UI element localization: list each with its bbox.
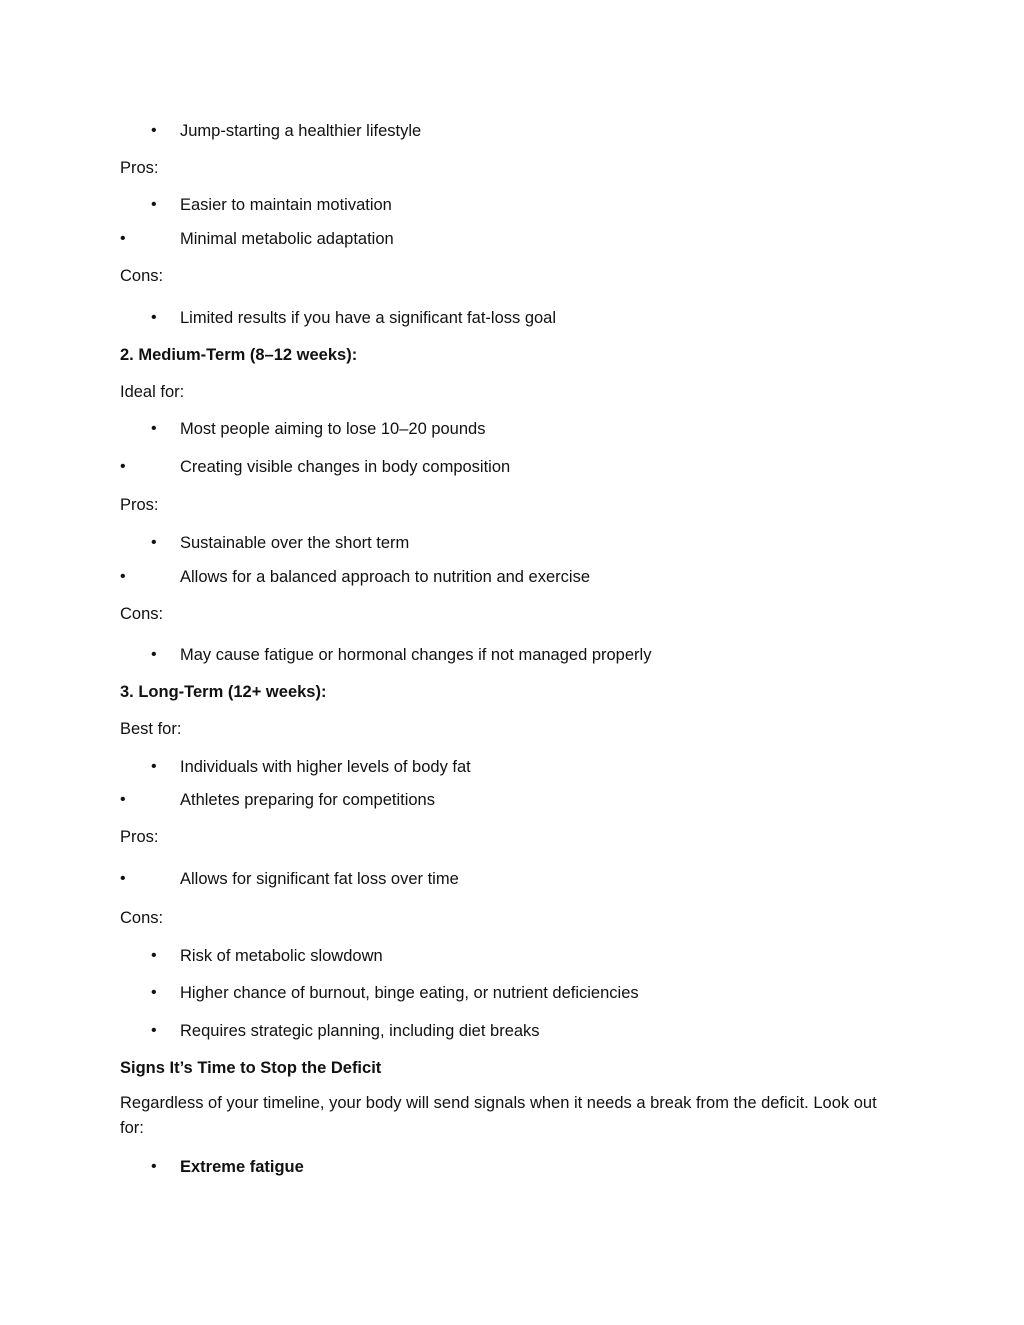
section-heading: Signs It’s Time to Stop the Deficit xyxy=(120,1059,382,1077)
list-item: Allows for a balanced approach to nutrition and exercise xyxy=(180,568,590,586)
list-item: Limited results if you have a significant fat-loss goal xyxy=(180,309,557,327)
list-item: Individuals with higher levels of body fat xyxy=(180,758,471,776)
bullet-icon: • xyxy=(120,870,126,887)
bullet-icon: • xyxy=(151,196,157,213)
section-label-pros: Pros: xyxy=(120,496,159,514)
list-item: Easier to maintain motivation xyxy=(180,196,392,214)
section-label-pros: Pros: xyxy=(120,159,159,177)
bullet-icon: • xyxy=(151,984,157,1001)
intro-paragraph: Regardless of your timeline, your body will send signals when it needs a break from the deficit. Look out for: xyxy=(120,1094,877,1137)
section-heading: 3. Long-Term (12+ weeks): xyxy=(120,683,327,701)
bullet-icon: • xyxy=(120,230,126,247)
bullet-icon: • xyxy=(151,309,157,326)
bullet-icon: • xyxy=(151,1158,157,1175)
list-item: Jump-starting a healthier lifestyle xyxy=(180,122,422,140)
list-item: Creating visible changes in body composition xyxy=(180,458,511,476)
section-label-cons: Cons: xyxy=(120,909,164,927)
section-label-cons: Cons: xyxy=(120,267,164,285)
section-label-ideal-for: Ideal for: xyxy=(120,383,185,401)
section-label-cons: Cons: xyxy=(120,605,164,623)
bullet-icon: • xyxy=(151,646,157,663)
bullet-icon: • xyxy=(151,534,157,551)
list-item: Risk of metabolic slowdown xyxy=(180,947,383,965)
list-item: Requires strategic planning, including diet breaks xyxy=(180,1022,540,1040)
bullet-icon: • xyxy=(151,758,157,775)
bullet-icon: • xyxy=(120,791,126,808)
bullet-icon: • xyxy=(120,568,126,585)
section-label-pros: Pros: xyxy=(120,828,159,846)
list-item: Extreme fatigue xyxy=(180,1158,304,1176)
list-item: Most people aiming to lose 10–20 pounds xyxy=(180,420,486,438)
bullet-icon: • xyxy=(151,1022,157,1039)
bullet-icon: • xyxy=(151,420,157,437)
section-heading: 2. Medium-Term (8–12 weeks): xyxy=(120,346,358,364)
bullet-icon: • xyxy=(151,122,157,139)
list-item: Higher chance of burnout, binge eating, or nutrient deficiencies xyxy=(180,984,639,1002)
list-item: Allows for significant fat loss over time xyxy=(180,870,459,888)
list-item: Athletes preparing for competitions xyxy=(180,791,435,809)
list-item: Sustainable over the short term xyxy=(180,534,410,552)
list-item: May cause fatigue or hormonal changes if not managed properly xyxy=(180,646,652,664)
bullet-icon: • xyxy=(120,458,126,475)
list-item: Minimal metabolic adaptation xyxy=(180,230,394,248)
bullet-icon: • xyxy=(151,947,157,964)
section-label-best-for: Best for: xyxy=(120,720,182,738)
